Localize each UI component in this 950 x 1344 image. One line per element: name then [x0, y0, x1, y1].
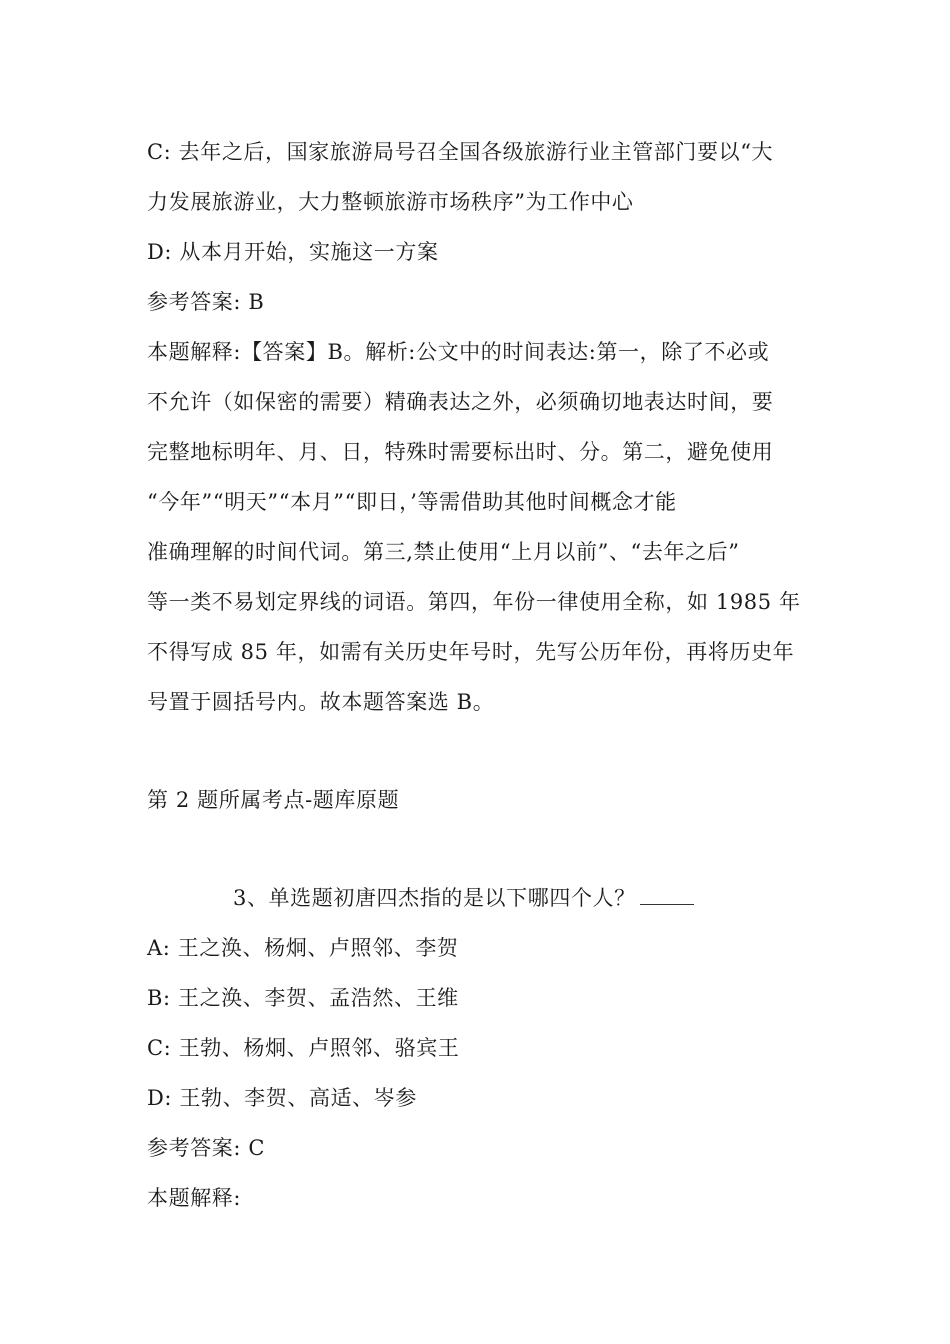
q3-explanation: 本题解释:	[147, 1186, 242, 1210]
q2-option-c-line1: C: 去年之后，国家旅游局号召全国各级旅游行业主管部门要以“大	[147, 140, 774, 164]
answer-blank	[640, 886, 694, 905]
q2-explanation-line: 本题解释:【答案】B。解析:公文中的时间表达:第一，除了不必或	[147, 340, 770, 364]
q2-explanation-line: 准确理解的时间代词。第三,禁止使用“上月以前”、“去年之后”	[147, 540, 740, 564]
q2-option-c-line2: 力发展旅游业，大力整顿旅游市场秩序”为工作中心	[147, 190, 634, 214]
q2-explanation-line: 不允许（如保密的需要）精确表达之外，必须确切地表达时间，要	[147, 390, 774, 414]
q2-topic: 第 2 题所属考点-题库原题	[147, 788, 400, 812]
q2-explanation-line: 完整地标明年、月、日，特殊时需要标出时、分。第二，避免使用	[147, 440, 774, 464]
q3-stem: 3、单选题初唐四杰指的是以下哪四个人？	[233, 886, 636, 910]
q2-option-d: D: 从本月开始，实施这一方案	[147, 240, 439, 264]
q3-option-a: A: 王之涣、杨炯、卢照邻、李贺	[147, 936, 459, 960]
q2-explanation-line: 不得写成 85 年，如需有关历史年号时，先写公历年份，再将历史年	[147, 640, 795, 664]
q3-option-c: C: 王勃、杨炯、卢照邻、骆宾王	[147, 1036, 460, 1060]
q3-option-b: B: 王之涣、李贺、孟浩然、王维	[147, 986, 459, 1010]
q3-option-d: D: 王勃、李贺、高适、岑参	[147, 1086, 417, 1110]
q3-stem-row	[233, 884, 694, 912]
q3-answer: 参考答案: C	[147, 1136, 266, 1160]
q2-explanation-line: 等一类不易划定界线的词语。第四，年份一律使用全称，如 1985 年	[147, 590, 801, 614]
q2-explanation-line: “今年”“明天”“本月”“即日，’等需借助其他时间概念才能	[147, 490, 677, 514]
q2-answer: 参考答案: B	[147, 290, 265, 314]
q2-explanation-line: 号置于圆括号内。故本题答案选 B。	[147, 690, 495, 714]
